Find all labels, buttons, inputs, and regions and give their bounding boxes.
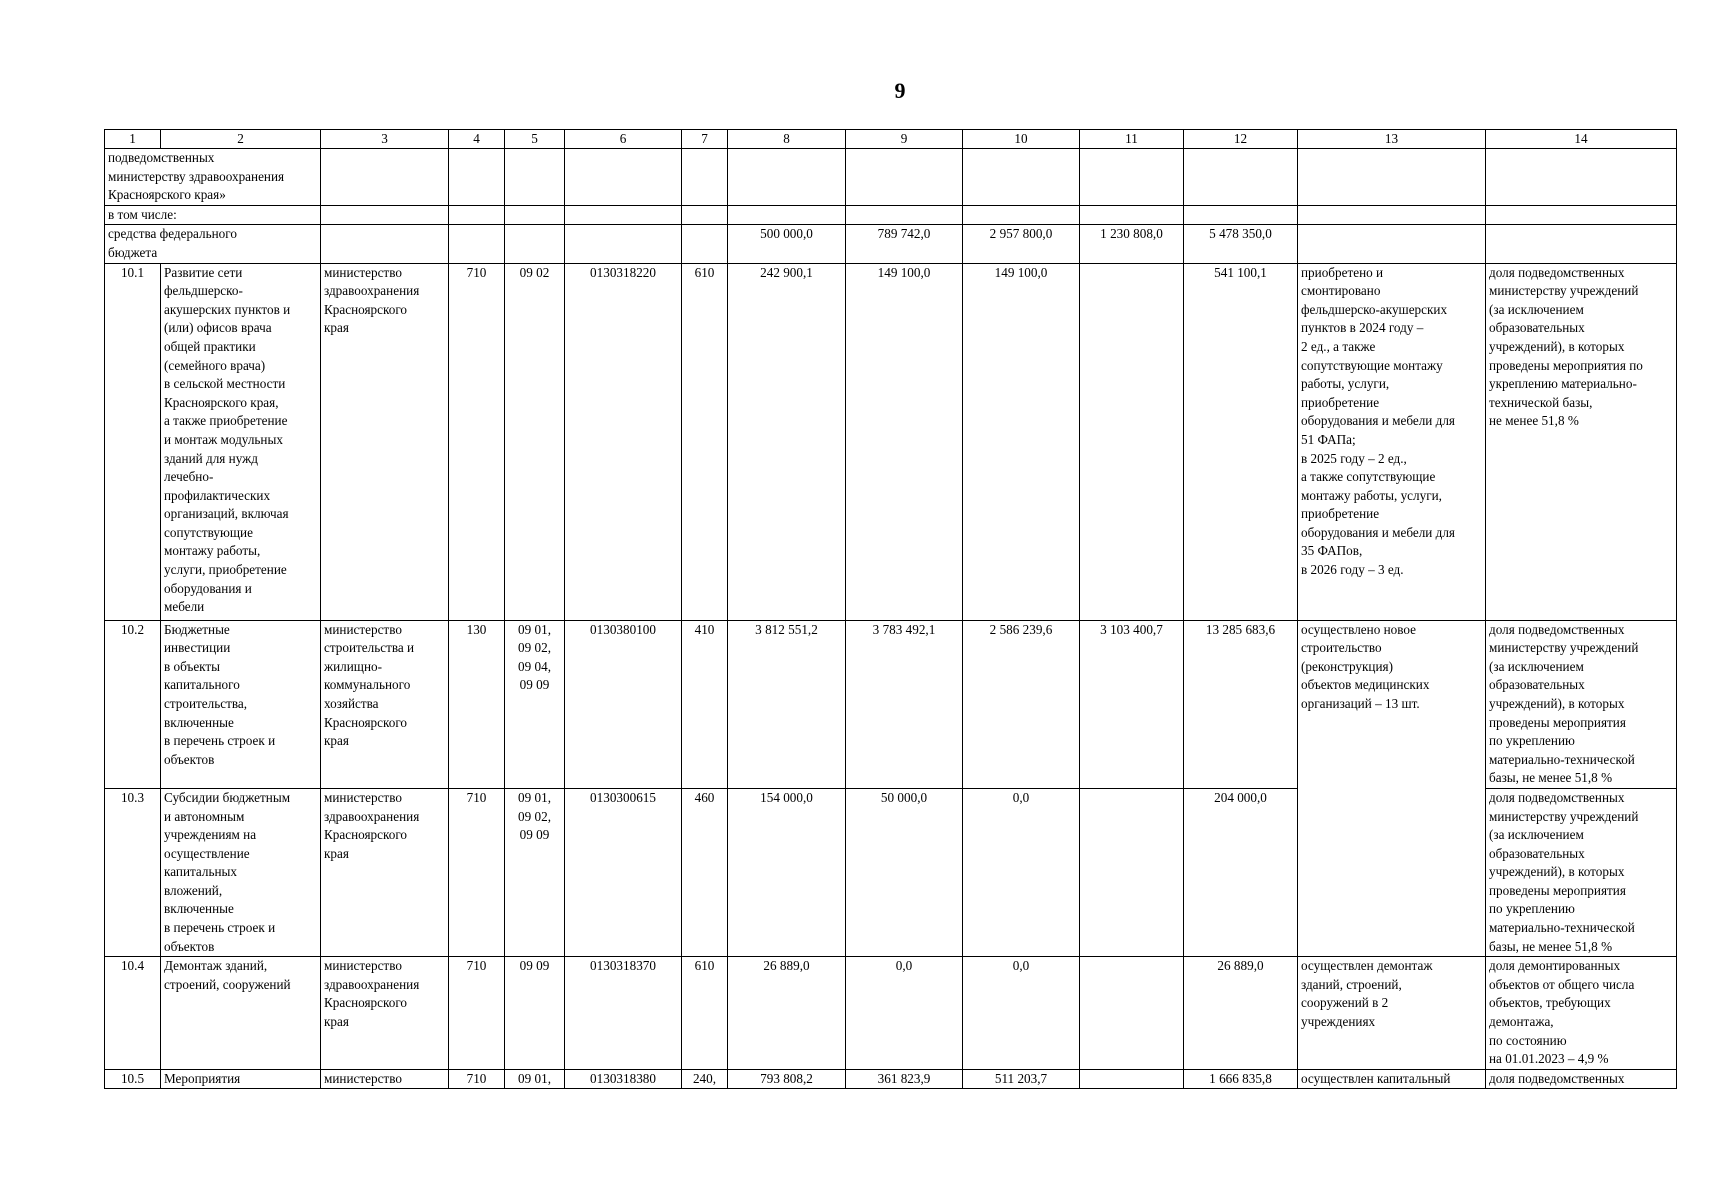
- row-c12: 1 666 835,8: [1184, 1069, 1298, 1089]
- row-c8: 154 000,0: [728, 788, 846, 956]
- row-org: министерство здравоохранения Красноярского края: [321, 263, 449, 620]
- row-number: 10.3: [105, 788, 161, 956]
- row-c9: 149 100,0: [846, 263, 963, 620]
- header-cell: 4: [449, 130, 505, 149]
- row-c6: 0130380100: [565, 620, 682, 788]
- header-cell: 6: [565, 130, 682, 149]
- row-c9: 50 000,0: [846, 788, 963, 956]
- row-name: Субсидии бюджетным и автономным учреждениям на осуществление капитальных вложений, включенные в перечень строек и объектов: [161, 788, 321, 956]
- page-number: 9: [894, 78, 906, 103]
- row-org: министерство: [321, 1069, 449, 1089]
- row-c11: [1080, 263, 1184, 620]
- row-c14: доля подведомственных министерству учреждений (за исключением образовательных учреждений), в которых проведены мероприятия по укреплению материально-технической базы, не менее 51,8 %: [1486, 788, 1677, 956]
- row-name: Бюджетные инвестиции в объекты капитального строительства, включенные в перечень строек и объектов: [161, 620, 321, 788]
- row-name: Демонтаж зданий, строений, сооружений: [161, 957, 321, 1070]
- row-c10: 149 100,0: [963, 263, 1080, 620]
- federal-c8: 500 000,0: [728, 225, 846, 263]
- table-row: [105, 620, 1677, 788]
- row-c14: доля подведомственных министерству учреждений (за исключением образовательных учреждений), в которых проведены мероприятия по укреплению материально- технической базы, не менее 51,8 %: [1486, 263, 1677, 620]
- row-c12: 204 000,0: [1184, 788, 1298, 956]
- row-c11: [1080, 788, 1184, 956]
- federal-budget-row: [105, 225, 1677, 263]
- row-c4: 130: [449, 620, 505, 788]
- row-c7: 460: [682, 788, 728, 956]
- row-c6: 0130300615: [565, 788, 682, 956]
- including-label: в том числе:: [105, 205, 321, 225]
- row-c4: 710: [449, 263, 505, 620]
- row-c14: доля демонтированных объектов от общего числа объектов, требующих демонтажа, по состоянию на 01.01.2023 – 4,9 %: [1486, 957, 1677, 1070]
- header-cell: 3: [321, 130, 449, 149]
- row-c8: 26 889,0: [728, 957, 846, 1070]
- header-cell: 11: [1080, 130, 1184, 149]
- row-c7: 410: [682, 620, 728, 788]
- row-number: 10.4: [105, 957, 161, 1070]
- row-number: 10.5: [105, 1069, 161, 1089]
- header-cell: 10: [963, 130, 1080, 149]
- row-c8: 242 900,1: [728, 263, 846, 620]
- row-c11: [1080, 957, 1184, 1070]
- row-c12: 13 285 683,6: [1184, 620, 1298, 788]
- row-c5: 09 01,: [505, 1069, 565, 1089]
- federal-budget-label: средства федерального бюджета: [105, 225, 321, 263]
- row-c6: 0130318380: [565, 1069, 682, 1089]
- row-c8: 793 808,2: [728, 1069, 846, 1089]
- table-row: [105, 957, 1677, 1070]
- row-c14: доля подведомственных: [1486, 1069, 1677, 1089]
- row-c7: 610: [682, 957, 728, 1070]
- row-c5: 09 02: [505, 263, 565, 620]
- row-c10: 0,0: [963, 788, 1080, 956]
- row-c5: 09 09: [505, 957, 565, 1070]
- row-c10: 2 586 239,6: [963, 620, 1080, 788]
- row-c13: осуществлен демонтаж зданий, строений, сооружений в 2 учреждениях: [1298, 957, 1486, 1070]
- header-cell: 8: [728, 130, 846, 149]
- intro-row: [105, 149, 1677, 206]
- row-c4: 710: [449, 1069, 505, 1089]
- row-c4: 710: [449, 788, 505, 956]
- row-c14: доля подведомственных министерству учреждений (за исключением образовательных учреждений), в которых проведены мероприятия по укреплению материально-технической базы, не менее 51,8 %: [1486, 620, 1677, 788]
- row-c7: 610: [682, 263, 728, 620]
- row-org: министерство здравоохранения Красноярского края: [321, 788, 449, 956]
- table-row: [105, 1069, 1677, 1089]
- row-c11: 3 103 400,7: [1080, 620, 1184, 788]
- federal-c9: 789 742,0: [846, 225, 963, 263]
- row-c6: 0130318370: [565, 957, 682, 1070]
- row-org: министерство здравоохранения Красноярского края: [321, 957, 449, 1070]
- row-c9: 3 783 492,1: [846, 620, 963, 788]
- header-cell: 13: [1298, 130, 1486, 149]
- row-c9: 361 823,9: [846, 1069, 963, 1089]
- including-row: [105, 205, 1677, 225]
- row-c11: [1080, 1069, 1184, 1089]
- header-cell: 9: [846, 130, 963, 149]
- header-cell: 12: [1184, 130, 1298, 149]
- federal-c10: 2 957 800,0: [963, 225, 1080, 263]
- row-c4: 710: [449, 957, 505, 1070]
- table-row: [105, 263, 1677, 620]
- intro-text: подведомственных министерству здравоохранения Красноярского края»: [105, 149, 321, 206]
- header-cell: 2: [161, 130, 321, 149]
- row-c5: 09 01, 09 02, 09 04, 09 09: [505, 620, 565, 788]
- column-number-row: [105, 130, 1677, 149]
- federal-c12: 5 478 350,0: [1184, 225, 1298, 263]
- header-cell: 7: [682, 130, 728, 149]
- row-c7: 240,: [682, 1069, 728, 1089]
- row-org: министерство строительства и жилищно- коммунального хозяйства Красноярского края: [321, 620, 449, 788]
- row-c8: 3 812 551,2: [728, 620, 846, 788]
- header-cell: 5: [505, 130, 565, 149]
- budget-table: [104, 129, 1677, 1089]
- row-c13: приобретено и смонтировано фельдшерско-акушерских пунктов в 2024 году – 2 ед., а также сопутствующие монтажу работы, услуги, приобретение оборудования и мебели для 51 ФАПа; в 2025 году – 2 ед., а также сопутствующие монтажу работы, услуги, приобретение оборудования и мебели для 35 ФАПов, в 2026 году – 3 ед.: [1298, 263, 1486, 620]
- row-c5: 09 01, 09 02, 09 09: [505, 788, 565, 956]
- header-cell: 1: [105, 130, 161, 149]
- row-c13: осуществлено новое строительство (реконструкция) объектов медицинских организаций – 13 шт.: [1298, 620, 1486, 957]
- row-number: 10.2: [105, 620, 161, 788]
- row-name: Мероприятия: [161, 1069, 321, 1089]
- row-c12: 541 100,1: [1184, 263, 1298, 620]
- row-c10: 511 203,7: [963, 1069, 1080, 1089]
- row-c12: 26 889,0: [1184, 957, 1298, 1070]
- row-number: 10.1: [105, 263, 161, 620]
- header-cell: 14: [1486, 130, 1677, 149]
- row-name: Развитие сети фельдшерско- акушерских пунктов и (или) офисов врача общей практики (семейного врача) в сельской местности Красноярского края, а также приобретение и монтаж модульных зданий для нужд лечебно- профилактических организаций, включая сопутствующие монтажу работы, услуги, приобретение оборудования и мебели: [161, 263, 321, 620]
- row-c6: 0130318220: [565, 263, 682, 620]
- federal-c11: 1 230 808,0: [1080, 225, 1184, 263]
- row-c10: 0,0: [963, 957, 1080, 1070]
- row-c9: 0,0: [846, 957, 963, 1070]
- row-c13: осуществлен капитальный: [1298, 1069, 1486, 1089]
